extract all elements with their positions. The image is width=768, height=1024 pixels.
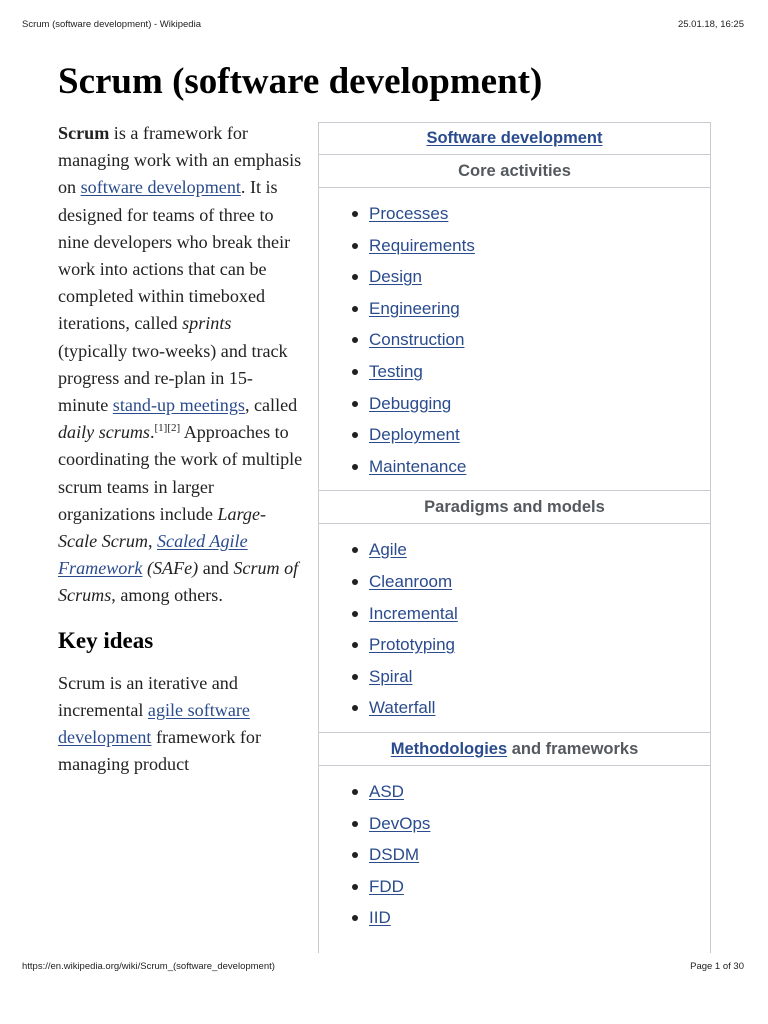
bullet-icon [352,852,358,858]
infobox-header-link[interactable]: Software development [426,129,603,147]
term-scrum-of-scrums: Scrum of Scrums [58,558,299,606]
term-sprints: sprints [182,313,232,334]
list-item [319,324,710,356]
link-waterfall[interactable]: Waterfall [369,698,436,718]
bullet-icon [352,611,358,617]
infobox-list-methodologies [319,766,710,942]
term-safe: (SAFe) [146,558,199,579]
link-agile-software-development[interactable]: agile software development [58,699,250,748]
list-item [319,261,710,293]
infobox-section-title: Paradigms and models [319,491,710,524]
bullet-icon [352,821,358,827]
link-deployment[interactable]: Deployment [369,425,460,445]
link-methodologies[interactable]: Methodologies [390,739,508,758]
link-processes[interactable]: Processes [369,204,449,223]
article-title: Scrum (software development) [58,61,543,102]
bullet-icon [352,306,358,312]
list-item [319,293,710,325]
list-item [319,356,710,388]
link-design[interactable]: Design [369,267,422,287]
link-testing[interactable]: Testing [369,361,423,381]
key-ideas-paragraph [58,670,303,779]
term-large-scale-scrum: Large-Scale Scrum [58,503,267,552]
link-fdd[interactable]: FDD [369,876,404,896]
reference-2[interactable]: [2] [167,422,181,435]
article-body [58,120,303,778]
lead-text: . [149,422,155,443]
link-debugging[interactable]: Debugging [369,393,452,413]
link-software-development[interactable]: software development [80,177,241,198]
bullet-icon [352,674,358,680]
list-item [319,388,710,420]
print-footer [22,961,744,972]
bullet-icon [352,401,358,407]
print-footer-url: https://en.wikipedia.org/wiki/Scrum_(software_development) [22,961,275,972]
list-item [319,902,710,934]
list-item [319,230,710,262]
link-engineering[interactable]: Engineering [369,298,460,318]
list-item [319,198,710,230]
list-item [319,598,710,630]
bullet-icon [352,274,358,280]
bullet-icon [352,705,358,711]
lead-text: Approaches to coordinating the work of multiple scrum teams in larger organizations include [58,422,303,524]
bullet-icon [352,642,358,648]
link-scaled-agile-framework[interactable]: Scaled Agile Framework [58,531,248,579]
bullet-icon [352,547,358,553]
infobox-header [319,123,710,155]
lead-text: and [198,558,234,579]
link-devops[interactable]: DevOps [369,813,431,833]
list-item [319,629,710,661]
infobox-section-methodologies [319,733,710,766]
infobox-software-development [318,122,711,953]
list-item [319,871,710,903]
link-dsdm[interactable]: DSDM [369,845,420,865]
list-item [319,419,710,451]
reference-1[interactable]: [1] [154,422,168,435]
lead-text: (typically two-weeks) and track progress and re-plan in 15-minute [58,340,288,416]
list-item [319,776,710,808]
bullet-icon [352,579,358,585]
list-item [319,534,710,566]
link-cleanroom[interactable]: Cleanroom [369,571,453,591]
print-header-datetime: 25.01.18, 16:25 [677,19,744,30]
list-item [319,451,710,483]
lead-paragraph [58,120,303,610]
section-heading-key-ideas: Key ideas [58,627,154,653]
term-daily-scrums: daily scrums [58,422,150,443]
lead-text: , [147,531,157,552]
print-footer-page: Page 1 of 30 [690,961,744,972]
bullet-icon [352,243,358,249]
key-ideas-text: framework for managing product [58,727,261,775]
lead-text: , among others. [111,585,223,606]
lead-term: Scrum [58,123,110,143]
bullet-icon [352,915,358,921]
infobox-section-title: Core activities [319,155,710,188]
infobox-section-title-rest: and frameworks [507,739,639,758]
link-prototyping[interactable]: Prototyping [369,635,455,655]
link-construction[interactable]: Construction [369,330,465,350]
lead-text: . It is designed for teams of three to nine developers who break their work into actions that can be completed within timeboxed iterations, called [58,177,291,334]
lead-text: is a framework for managing work with an emphasis on [58,123,302,198]
link-requirements[interactable]: Requirements [369,235,475,255]
bullet-icon [352,369,358,375]
print-header-title: Scrum (software development) - Wikipedia [22,19,201,30]
infobox-list-core-activities [319,188,710,491]
bullet-icon [352,884,358,890]
link-spiral[interactable]: Spiral [369,666,413,686]
print-header [22,19,744,30]
key-ideas-text: Scrum is an iterative and incremental [58,672,238,720]
link-iid[interactable]: IID [369,908,391,928]
list-item [319,692,710,724]
link-maintenance[interactable]: Maintenance [369,456,467,476]
link-asd[interactable]: ASD [369,781,404,801]
infobox-list-paradigms [319,524,710,733]
bullet-icon [352,432,358,438]
bullet-icon [352,464,358,470]
list-item [319,808,710,840]
link-agile[interactable]: Agile [369,540,407,560]
list-item [319,566,710,598]
list-item [319,839,710,871]
bullet-icon [352,211,358,217]
list-item [319,661,710,693]
lead-text: , called [244,395,298,416]
link-standup-meetings[interactable]: stand-up meetings [112,395,245,416]
bullet-icon [352,789,358,795]
bullet-icon [352,337,358,343]
link-incremental[interactable]: Incremental [369,603,458,623]
